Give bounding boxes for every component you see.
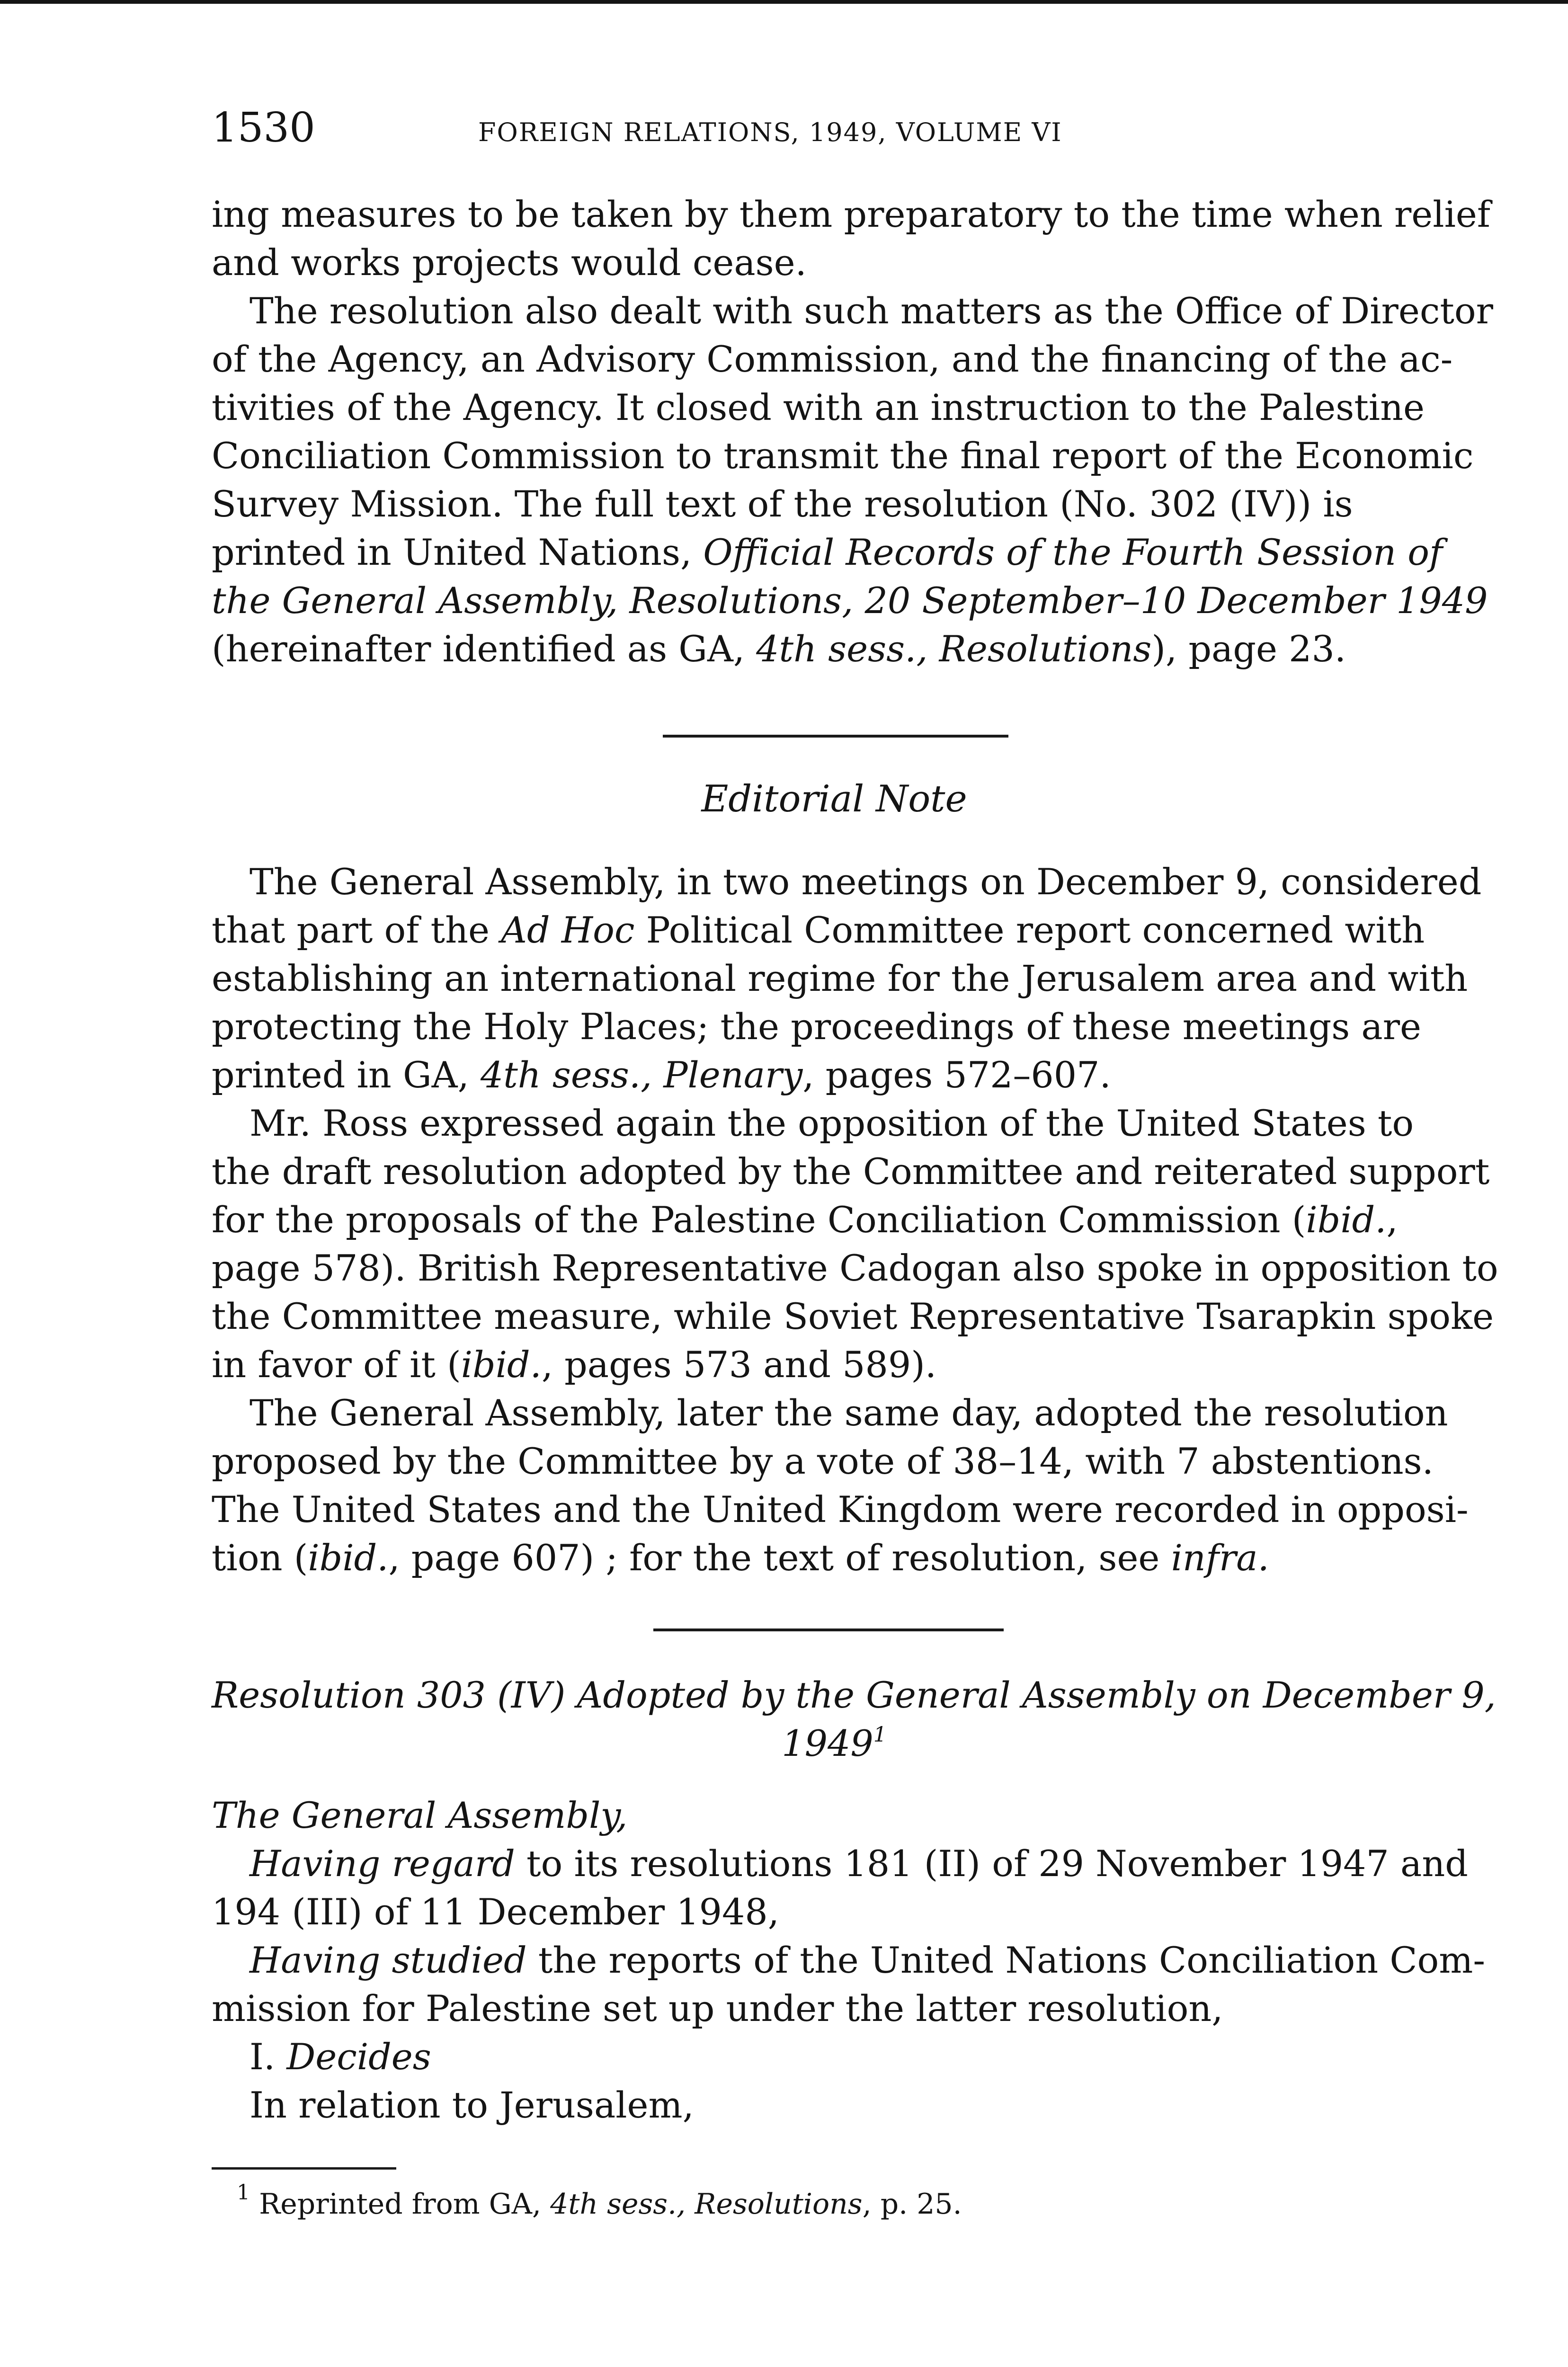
- text-line: I. Decides: [249, 2036, 431, 2078]
- text-line: (hereinafter identified as GA, 4th sess., Resolutions), page 23.: [212, 628, 1346, 670]
- text-line: Having studied the reports of the United Nations Conciliation Com-: [249, 1939, 1486, 1981]
- text-line: In relation to Jerusalem,: [249, 2084, 694, 2126]
- editorial-note-heading: Editorial Note: [701, 778, 967, 820]
- section-divider: [663, 735, 1008, 738]
- text-line: The United States and the United Kingdom were recorded in opposi-: [212, 1488, 1469, 1531]
- resolution-title: Resolution 303 (IV) Adopted by the General Assembly on December 9, 1949$^1$: [212, 1674, 1496, 1764]
- footnote-reference: 1: [873, 1723, 887, 1747]
- text-line: establishing an international regime for the Jerusalem area and with: [212, 957, 1468, 999]
- text-line: Conciliation Commission to transmit the final report of the Economic: [212, 435, 1474, 477]
- text-line: Having regard to its resolutions 181 (II) of 29 November 1947 and: [249, 1842, 1468, 1885]
- intro-section: [212, 190, 1494, 673]
- text-line: page 578). British Representative Cadogan also spoke in opposition to: [212, 1247, 1498, 1289]
- text-line: printed in GA, 4th sess., Plenary, pages 572–607.: [212, 1054, 1111, 1096]
- page-header: [212, 104, 1244, 156]
- page-number: 1530: [212, 104, 315, 151]
- text-line: for the proposals of the Palestine Conciliation Commission (ibid.,: [212, 1199, 1398, 1241]
- running-head: FOREIGN RELATIONS, 1949, VOLUME VI: [478, 117, 1062, 147]
- text-line: and works projects would cease.: [212, 241, 807, 284]
- text-line: that part of the Ad Hoc Political Committee report concerned with: [212, 909, 1425, 951]
- text-line: The General Assembly, in two meetings on December 9, considered: [249, 861, 1482, 903]
- resolution-body: [212, 1791, 1486, 2129]
- text-line: The General Assembly,: [212, 1794, 628, 1836]
- text-line: tion (ibid., page 607) ; for the text of resolution, see infra.: [212, 1537, 1269, 1579]
- text-line: The General Assembly, later the same day, adopted the resolution: [249, 1392, 1448, 1434]
- footnote-rule: [212, 2167, 396, 2170]
- text-line: ing measures to be taken by them preparatory to the time when relief: [212, 193, 1491, 235]
- text-line: The resolution also dealt with such matters as the Office of Director: [249, 290, 1494, 332]
- text-line: Mr. Ross expressed again the opposition of the United States to: [249, 1102, 1414, 1144]
- page-top-edge: [0, 0, 1568, 4]
- text-line: Survey Mission. The full text of the resolution (No. 302 (IV)) is: [212, 483, 1353, 525]
- text-line: in favor of it (ibid., pages 573 and 589).: [212, 1344, 937, 1386]
- text-line: printed in United Nations, Official Records of the Fourth Session of: [212, 531, 1443, 573]
- text-line: proposed by the Committee by a vote of 38–14, with 7 abstentions.: [212, 1440, 1434, 1482]
- text-line: protecting the Holy Places; the proceedings of these meetings are: [212, 1006, 1422, 1048]
- text-line: tivities of the Agency. It closed with an instruction to the Palestine: [212, 386, 1425, 428]
- text-line: the draft resolution adopted by the Committee and reiterated support: [212, 1150, 1490, 1192]
- text-line: of the Agency, an Advisory Commission, and the financing of the ac-: [212, 338, 1453, 380]
- text-line: the General Assembly, Resolutions, 20 September–10 December 1949: [212, 579, 1488, 622]
- text-line: the Committee measure, while Soviet Representative Tsarapkin spoke: [212, 1295, 1494, 1337]
- footnote: $^1$ Reprinted from GA, 4th sess., Resolutions, p. 25.: [237, 2180, 962, 2221]
- editorial-note-section: [212, 858, 1498, 1582]
- section-divider: [653, 1628, 1004, 1631]
- text-line: 194 (III) of 11 December 1948,: [212, 1891, 779, 1933]
- text-line: mission for Palestine set up under the latter resolution,: [212, 1987, 1223, 2029]
